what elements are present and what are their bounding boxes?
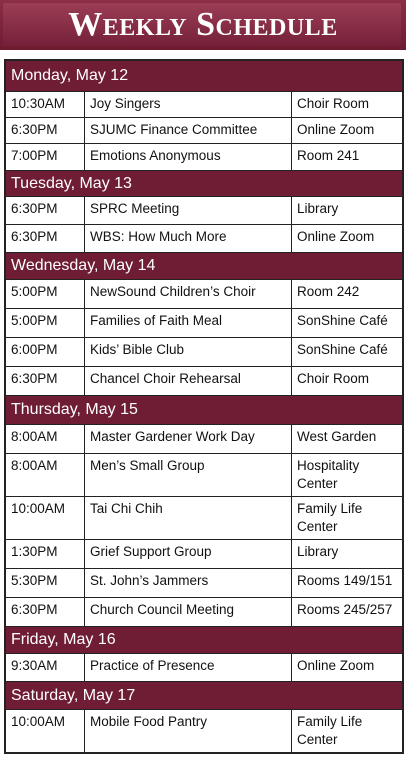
event-location: Library (297, 201, 339, 216)
schedule-row (6, 540, 402, 569)
schedule-row (6, 710, 402, 752)
schedule-row (6, 569, 402, 598)
schedule-row (6, 425, 402, 454)
schedule-row (6, 118, 402, 144)
day-header: Tuesday, May 13 (6, 171, 402, 197)
event-location: West Garden (297, 429, 377, 444)
event-time: 8:00AM (6, 425, 85, 453)
event-name: Grief Support Group (85, 540, 292, 568)
event-time: 6:30PM (6, 197, 85, 224)
event-location: Choir Room (297, 371, 370, 386)
event-name: Joy Singers (85, 92, 292, 117)
event-time: 10:00AM (6, 497, 85, 539)
schedule-row (6, 280, 402, 309)
page-title: Weekly Schedule (68, 6, 338, 43)
event-location: Rooms 149/151 (297, 573, 393, 588)
day-header: Friday, May 16 (6, 627, 402, 654)
event-location: SonShine Café (297, 313, 388, 328)
schedule-row (6, 225, 402, 253)
day-header: Thursday, May 15 (6, 396, 402, 425)
event-name: NewSound Children’s Choir (85, 280, 292, 308)
event-location: Room 242 (297, 284, 360, 299)
event-time: 6:30PM (6, 118, 85, 143)
schedule-row (6, 654, 402, 682)
event-name: Church Council Meeting (85, 598, 292, 626)
schedule-row (6, 92, 402, 118)
event-name: Master Gardener Work Day (85, 425, 292, 453)
schedule-row (6, 144, 402, 171)
event-time: 6:30PM (6, 225, 85, 252)
event-time: 5:00PM (6, 309, 85, 337)
event-time: 9:30AM (6, 654, 85, 681)
event-time: 5:30PM (6, 569, 85, 597)
event-location: Online Zoom (297, 122, 375, 137)
event-time: 8:00AM (6, 454, 85, 496)
schedule-row (6, 598, 402, 627)
event-time: 10:30AM (6, 92, 85, 117)
event-name: Emotions Anonymous (85, 144, 292, 170)
event-time: 5:00PM (6, 280, 85, 308)
event-time: 7:00PM (6, 144, 85, 170)
event-location: Hospitality Center (297, 458, 360, 491)
schedule-row (6, 197, 402, 225)
event-location: Choir Room (297, 96, 370, 111)
event-name: SPRC Meeting (85, 197, 292, 224)
event-location: Family Life Center (297, 501, 363, 534)
event-time: 6:30PM (6, 367, 85, 395)
event-time: 6:00PM (6, 338, 85, 366)
event-name: Mobile Food Pantry (85, 710, 292, 752)
event-name: Men’s Small Group (85, 454, 292, 496)
schedule-row (6, 497, 402, 540)
event-location: Room 241 (297, 148, 360, 163)
schedule-row (6, 309, 402, 338)
event-time: 1:30PM (6, 540, 85, 568)
title-banner (0, 0, 406, 50)
schedule-row (6, 454, 402, 497)
event-name: Practice of Presence (85, 654, 292, 681)
event-name: Kids’ Bible Club (85, 338, 292, 366)
event-name: WBS: How Much More (85, 225, 292, 252)
day-header: Saturday, May 17 (6, 682, 402, 710)
event-name: Families of Faith Meal (85, 309, 292, 337)
event-location: Library (297, 544, 339, 559)
event-name: Chancel Choir Rehearsal (85, 367, 292, 395)
event-location: Rooms 245/257 (297, 602, 393, 617)
event-name: Tai Chi Chih (85, 497, 292, 539)
event-time: 10:00AM (6, 710, 85, 752)
schedule-row (6, 367, 402, 396)
event-location: SonShine Café (297, 342, 388, 357)
day-header: Monday, May 12 (6, 61, 402, 92)
event-location: Family Life Center (297, 714, 363, 747)
event-name: St. John’s Jammers (85, 569, 292, 597)
schedule-row (6, 338, 402, 367)
event-time: 6:30PM (6, 598, 85, 626)
event-location: Online Zoom (297, 229, 375, 244)
event-location: Online Zoom (297, 658, 375, 673)
day-header: Wednesday, May 14 (6, 253, 402, 280)
event-name: SJUMC Finance Committee (85, 118, 292, 143)
schedule-table (4, 59, 404, 754)
